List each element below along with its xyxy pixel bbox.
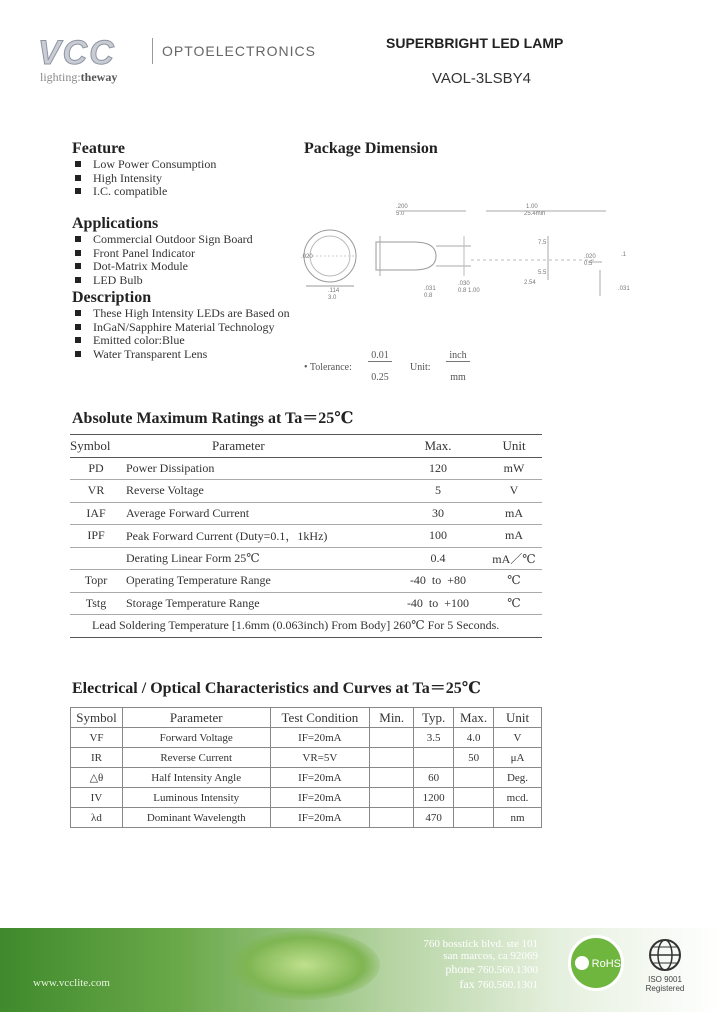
cell: Topr [70,570,122,593]
cell: λd [71,808,123,828]
cell: 0.4 [390,547,486,570]
address-line: 760 bosstick blvd. ste 101 [423,938,538,950]
cell: mA／℃ [486,547,542,570]
column-header: Max. [390,435,486,458]
brand-subtitle: OPTOELECTRONICS [162,43,316,59]
phone-line: phone 760.560.1300 [445,962,538,976]
cell: 5 [390,480,486,503]
dim-label: .031 [424,286,436,292]
eoc-table [70,707,542,828]
list-item: Emitted color:Blue [72,334,290,348]
cell: Storage Temperature Range [122,592,390,615]
cell: -40 to +80 [390,570,486,593]
globe-icon [648,938,682,972]
table-header-row [70,435,542,458]
dim-label: 5.0 [396,211,405,217]
list-item: I.C. compatible [72,185,216,199]
dim-label: 3.0 [328,295,337,301]
tolerance-label: • Tolerance: [304,362,352,373]
iso-label: ISO 9001 [648,975,682,984]
logo-divider [152,38,153,64]
applications-list [72,233,253,287]
cell: Luminous Intensity [122,788,270,808]
dim-label: .1 [621,252,627,258]
cell: Reverse Current [122,748,270,768]
cell: 120 [390,457,486,480]
column-header: Symbol [71,708,123,728]
cell: Deg. [494,768,542,788]
dim-label: .114 [328,288,340,294]
list-item: Front Panel Indicator [72,247,253,261]
dim-label: 0.8 1.00 [458,288,480,294]
amr-heading: Absolute Maximum Ratings at Ta＝25℃ [72,410,354,427]
amr-table [70,434,542,638]
cell: VF [71,728,123,748]
leaf-icon [575,956,589,970]
column-header: Parameter [122,435,390,458]
list-item: Commercial Outdoor Sign Board [72,233,253,247]
address-line: san marcos, ca 92069 [443,950,538,962]
cell: -40 to +100 [390,592,486,615]
cell: PD [70,457,122,480]
cell: mA [486,502,542,525]
cell: mcd. [494,788,542,808]
cell: Power Dissipation [122,457,390,480]
cell: 60 [414,768,454,788]
rohs-badge [568,935,624,991]
list-item: Low Power Consumption [72,158,216,172]
table-row [71,808,542,828]
cell: V [486,480,542,503]
unit-label: Unit: [410,362,431,373]
table-row [71,728,542,748]
cell: V [494,728,542,748]
eoc-heading: Electrical / Optical Characteristics and Curves at Ta＝25℃ [72,680,481,697]
cell: 470 [414,808,454,828]
cell: Half Intensity Angle [122,768,270,788]
dim-label: .031 [618,286,630,292]
table-row [70,525,542,548]
dim-label: .020 [301,254,313,260]
cell: 3.5 [414,728,454,748]
description-list [72,307,290,361]
cell [370,748,414,768]
part-number: VAOL-3LSBY4 [432,70,531,87]
cell: IF=20mA [270,768,370,788]
table-row [70,592,542,615]
cell [70,547,122,570]
footer-address [400,938,538,992]
cell: △θ [71,768,123,788]
cell: 4.0 [454,728,494,748]
cell [414,748,454,768]
tagline: lighting:theway [40,70,118,84]
cell: 30 [390,502,486,525]
cell: Forward Voltage [122,728,270,748]
table-row [70,570,542,593]
cell: IR [71,748,123,768]
package-drawing [296,200,646,305]
table-row [70,502,542,525]
table-header-row [71,708,542,728]
cell: Dominant Wavelength [122,808,270,828]
column-header: Symbol [70,435,122,458]
fax-line: fax 760.560.1301 [459,977,538,991]
column-header: Unit [486,435,542,458]
dim-label: .200 [396,204,408,210]
cell: Tstg [70,592,122,615]
dim-label: 7.5 [538,240,547,246]
tolerance-top: 0.01 [368,350,392,362]
package-heading: Package Dimension [304,140,438,157]
vcc-logo [38,36,142,70]
cell: ℃ [486,570,542,593]
cell: 100 [390,525,486,548]
applications-heading: Applications [72,215,159,232]
cell: 50 [454,748,494,768]
cell: IPF [70,525,122,548]
document-title: SUPERBRIGHT LED LAMP [386,35,564,51]
cell: Derating Linear Form 25℃ [122,547,390,570]
table-row [71,748,542,768]
cell: Average Forward Current [122,502,390,525]
cell: mW [486,457,542,480]
dim-label: 0.8 [424,293,433,299]
list-item: InGaN/Sapphire Material Technology [72,321,290,335]
list-item: LED Bulb [72,274,253,288]
table-row [70,547,542,570]
unit-top: inch [446,350,470,362]
column-header: Min. [370,708,414,728]
dim-label: 5.5 [538,270,547,276]
cell: Peak Forward Current (Duty=0.1，1kHz) [122,525,390,548]
cell: Reverse Voltage [122,480,390,503]
cell [370,728,414,748]
cell: nm [494,808,542,828]
cell: mA [486,525,542,548]
amr-footnote: Lead Soldering Temperature [1.6mm (0.063inch) From Body] 260℃ For 5 Seconds. [70,615,542,638]
cell: Operating Temperature Range [122,570,390,593]
dim-label: .020 [584,254,596,260]
table-row [70,480,542,503]
list-item: These High Intensity LEDs are Based on [72,307,290,321]
description-heading: Description [72,289,152,306]
cell: IF=20mA [270,788,370,808]
dim-label: 1.00 [526,204,538,210]
column-header: Unit [494,708,542,728]
list-item: Dot-Matrix Module [72,260,253,274]
list-item: High Intensity [72,172,216,186]
cell: μA [494,748,542,768]
column-header: Typ. [414,708,454,728]
unit-bottom: mm [450,372,466,383]
cell: ℃ [486,592,542,615]
website-link[interactable]: www.vcclite.com [33,977,110,989]
feature-list [72,158,216,199]
cell: IV [71,788,123,808]
list-item: Water Transparent Lens [72,348,290,362]
svg-text:VCC: VCC [38,36,116,70]
cell [454,768,494,788]
column-header: Test Condition [270,708,370,728]
cell [370,788,414,808]
cell: IF=20mA [270,728,370,748]
table-row [71,788,542,808]
tolerance-bottom: 0.25 [371,372,389,383]
column-header: Max. [454,708,494,728]
dim-label: 2.54 [524,280,536,286]
feature-heading: Feature [72,140,126,157]
led-glow-decoration [230,930,380,1000]
cell [454,808,494,828]
table-row [70,457,542,480]
column-header: Parameter [122,708,270,728]
cell [454,788,494,808]
table-row [71,768,542,788]
cell: VR [70,480,122,503]
table-row [70,615,542,638]
cell: IAF [70,502,122,525]
cell [370,768,414,788]
rohs-label: RoHS [591,958,621,970]
dim-label: 25.4min [524,211,546,217]
iso-registered: Registered [645,984,685,993]
cell: IF=20mA [270,808,370,828]
dim-label: .030 [458,281,470,287]
cell [370,808,414,828]
cell: 1200 [414,788,454,808]
dim-label: 0.5 [584,261,593,267]
cell: VR=5V [270,748,370,768]
